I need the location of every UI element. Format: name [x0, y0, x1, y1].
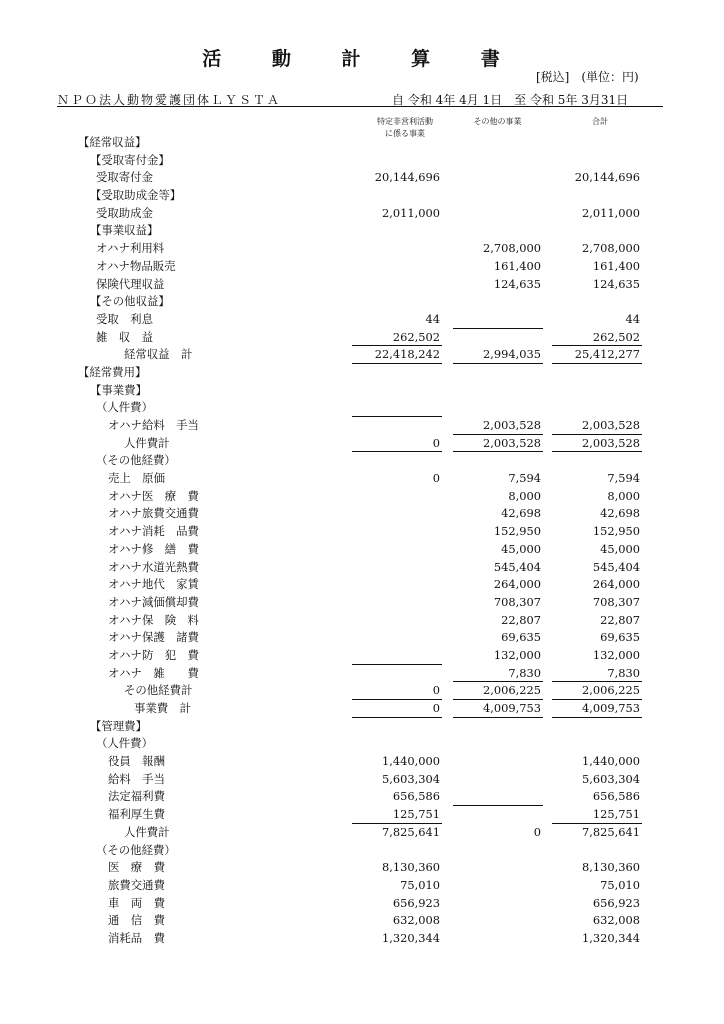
amount-cell: 44 — [625, 311, 640, 326]
table-row — [0, 700, 724, 718]
table-row — [0, 718, 724, 736]
table-row — [0, 523, 724, 541]
table-row — [0, 329, 724, 347]
amount-cell: 1,440,000 — [582, 754, 640, 769]
row-label: オハナ地代 家賃 — [108, 577, 199, 592]
amount-cell: 2,006,225 — [540, 682, 640, 700]
amount-cell: 20,144,696 — [574, 170, 640, 185]
amount-cell: 656,586 — [392, 789, 440, 804]
amount-cell: 1,320,344 — [382, 930, 440, 945]
amount-cell: 20,144,696 — [374, 170, 440, 185]
amount-cell: 1,440,000 — [382, 754, 440, 769]
row-label: 旅費交通費 — [108, 877, 165, 892]
amount-cell: 0 — [432, 471, 440, 486]
row-label: 保険代理収益 — [96, 276, 165, 291]
amount-cell: 632,008 — [592, 913, 640, 928]
amount-cell: 2,003,528 — [540, 435, 640, 453]
row-label: 受取寄付金 — [96, 170, 153, 185]
row-label: オハナ利用料 — [96, 241, 165, 256]
table-row — [0, 541, 724, 559]
table-row — [0, 930, 724, 948]
unit-note: [税込] (単位：円) — [536, 70, 639, 84]
table-row — [0, 276, 724, 294]
amount-cell: 22,807 — [600, 612, 640, 627]
table-row — [0, 222, 724, 240]
amount-cell: 25,412,277 — [540, 346, 640, 364]
amount-cell: 7,594 — [508, 471, 541, 486]
table-row — [0, 912, 724, 930]
amount-cell: 4,009,753 — [540, 700, 640, 718]
table-row — [0, 364, 724, 382]
table-row — [0, 470, 724, 488]
amount-cell: 2,011,000 — [382, 205, 440, 220]
table-row — [0, 505, 724, 523]
table-row — [0, 665, 724, 683]
table-row — [0, 435, 724, 453]
amount-cell: 545,404 — [493, 559, 541, 574]
amount-cell: 708,307 — [592, 594, 640, 609]
table-row — [0, 417, 724, 435]
row-label: 雑 収 益 — [96, 329, 153, 344]
amount-cell: 1,320,344 — [582, 930, 640, 945]
table-row — [0, 753, 724, 771]
amount-cell: 8,000 — [508, 488, 541, 503]
row-label: 受取助成金 — [96, 205, 153, 220]
amount-cell: 42,698 — [501, 506, 541, 521]
row-label: オハナ保 険 料 — [108, 612, 199, 627]
row-label: 【事業収益】 — [90, 223, 159, 238]
table-row — [0, 452, 724, 470]
row-label: 人件費計 — [124, 435, 170, 450]
amount-cell: 44 — [425, 311, 440, 326]
row-label: 車 両 費 — [108, 895, 165, 910]
row-label: 通 信 費 — [108, 913, 165, 928]
amount-cell: 0 — [340, 682, 440, 700]
amount-cell: 45,000 — [600, 541, 640, 556]
row-label: （その他経費） — [96, 453, 176, 468]
amount-cell: 124,635 — [592, 276, 640, 291]
amount-cell: 545,404 — [592, 559, 640, 574]
row-label: 給料 手当 — [108, 771, 165, 786]
table-row — [0, 682, 724, 700]
amount-cell: 4,009,753 — [441, 700, 541, 718]
row-label: オハナ修 繕 費 — [108, 541, 199, 556]
statement-table — [0, 134, 724, 948]
row-label: 【受取寄付金】 — [90, 152, 170, 167]
amount-cell: 2,011,000 — [582, 205, 640, 220]
amount-cell: 7,830 — [441, 665, 541, 683]
amount-cell: 7,825,641 — [582, 824, 640, 839]
row-label: オハナ医 療 費 — [108, 488, 199, 503]
row-label: オハナ水道光熱費 — [108, 559, 199, 574]
row-label: オハナ物品販売 — [96, 258, 176, 273]
amount-cell: 161,400 — [493, 258, 541, 273]
amount-cell: 262,502 — [540, 329, 640, 347]
amount-cell: 0 — [340, 435, 440, 453]
table-row — [0, 594, 724, 612]
amount-cell: 8,130,360 — [382, 860, 440, 875]
amount-cell: 2,708,000 — [483, 241, 541, 256]
amount-cell: 132,000 — [592, 647, 640, 662]
amount-cell: 2,003,528 — [540, 417, 640, 435]
amount-cell: 264,000 — [592, 577, 640, 592]
row-label: （その他経費） — [96, 842, 176, 857]
amount-cell: 262,502 — [340, 329, 440, 347]
amount-cell: 2,994,035 — [441, 346, 541, 364]
table-row — [0, 311, 724, 329]
row-label: オハナ保護 諸費 — [108, 630, 199, 645]
amount-cell: 42,698 — [600, 506, 640, 521]
amount-cell: 0 — [533, 824, 541, 839]
amount-cell: 45,000 — [501, 541, 541, 556]
amount-cell: 69,635 — [501, 630, 541, 645]
amount-cell: 69,635 — [600, 630, 640, 645]
table-row — [0, 205, 724, 223]
row-label: 医 療 費 — [108, 860, 165, 875]
table-row — [0, 576, 724, 594]
column-header-other: その他の事業 — [473, 117, 522, 126]
table-row — [0, 169, 724, 187]
row-label: オハナ 雑 費 — [108, 665, 199, 680]
amount-cell: 656,923 — [592, 895, 640, 910]
amount-cell: 75,010 — [400, 877, 440, 892]
row-label: 【その他収益】 — [90, 294, 170, 309]
table-row — [0, 788, 724, 806]
row-label: 【経常費用】 — [78, 364, 147, 379]
amount-cell: 5,603,304 — [382, 771, 440, 786]
amount-cell: 2,003,528 — [441, 417, 541, 435]
amount-cell: 124,635 — [493, 276, 541, 291]
amount-cell: 22,807 — [501, 612, 541, 627]
table-row — [0, 629, 724, 647]
row-label: 【事業費】 — [90, 382, 147, 397]
table-row — [0, 559, 724, 577]
table-row — [0, 488, 724, 506]
table-row — [0, 647, 724, 665]
amount-cell: 5,603,304 — [582, 771, 640, 786]
column-header-total: 合計 — [592, 117, 608, 126]
table-row — [0, 771, 724, 789]
table-row — [0, 152, 724, 170]
row-label: 役員 報酬 — [108, 754, 165, 769]
organization-name: ＮＰＯ法人動物愛護団体ＬＹＳＴＡ — [57, 93, 282, 107]
table-row — [0, 842, 724, 860]
table-row — [0, 859, 724, 877]
row-label: 事業費 計 — [134, 701, 191, 715]
table-row — [0, 399, 724, 417]
table-row — [0, 240, 724, 258]
row-label: 受取 利息 — [96, 311, 153, 326]
row-label: オハナ給料 手当 — [108, 418, 199, 432]
amount-cell: 7,594 — [607, 471, 640, 486]
table-row — [0, 735, 724, 753]
table-row — [0, 134, 724, 152]
amount-cell: 125,751 — [340, 806, 440, 824]
row-label: 消耗品 費 — [108, 930, 165, 945]
amount-cell: 264,000 — [493, 577, 541, 592]
amount-cell: 0 — [340, 700, 440, 718]
column-header-nonprofit: 特定非営利活動 に係る事業 — [377, 117, 433, 138]
table-row — [0, 382, 724, 400]
row-label: 法定福利費 — [108, 789, 165, 804]
table-row — [0, 824, 724, 842]
amount-cell: 8,130,360 — [582, 860, 640, 875]
amount-cell: 632,008 — [392, 913, 440, 928]
amount-cell: 2,003,528 — [441, 435, 541, 453]
table-row — [0, 895, 724, 913]
amount-cell: 8,000 — [607, 488, 640, 503]
amount-cell: 2,006,225 — [441, 682, 541, 700]
amount-cell: 656,923 — [392, 895, 440, 910]
table-row — [0, 293, 724, 311]
table-row — [0, 346, 724, 364]
page-title: 活 動 計 算 書 — [202, 48, 522, 70]
amount-cell: 125,751 — [540, 806, 640, 824]
row-label: オハナ旅費交通費 — [108, 506, 199, 521]
amount-cell: 22,418,242 — [340, 346, 440, 364]
row-label: 売上 原価 — [108, 471, 165, 486]
row-label: 福利厚生費 — [108, 807, 165, 822]
row-label: （人件費） — [96, 400, 153, 415]
row-label: オハナ防 犯 費 — [108, 647, 199, 662]
table-row — [0, 612, 724, 630]
row-label: その他経費計 — [124, 683, 193, 698]
amount-cell: 152,950 — [493, 524, 541, 539]
fiscal-period: 自 令和 4年 4月 1日 至 令和 5年 3月31日 — [392, 93, 629, 107]
amount-cell: 132,000 — [493, 647, 541, 662]
amount-cell: 708,307 — [493, 594, 541, 609]
amount-cell: 75,010 — [600, 877, 640, 892]
header-rule — [57, 106, 663, 107]
table-row — [0, 258, 724, 276]
row-label: （人件費） — [96, 736, 153, 751]
table-row — [0, 806, 724, 824]
row-label: 【受取助成金等】 — [90, 188, 182, 203]
table-row — [0, 187, 724, 205]
row-label: 経常収益 計 — [124, 347, 193, 362]
row-label: 【管理費】 — [90, 718, 147, 733]
row-label: オハナ消耗 品費 — [108, 524, 199, 539]
amount-cell: 152,950 — [592, 524, 640, 539]
amount-cell: 7,825,641 — [382, 824, 440, 839]
amount-cell: 656,586 — [592, 789, 640, 804]
amount-cell: 2,708,000 — [582, 241, 640, 256]
row-label: オハナ減価償却費 — [108, 594, 199, 609]
row-label: 人件費計 — [124, 824, 170, 839]
amount-cell: 7,830 — [540, 665, 640, 683]
amount-cell: 161,400 — [592, 258, 640, 273]
table-row — [0, 877, 724, 895]
row-label: 【経常収益】 — [78, 135, 147, 149]
